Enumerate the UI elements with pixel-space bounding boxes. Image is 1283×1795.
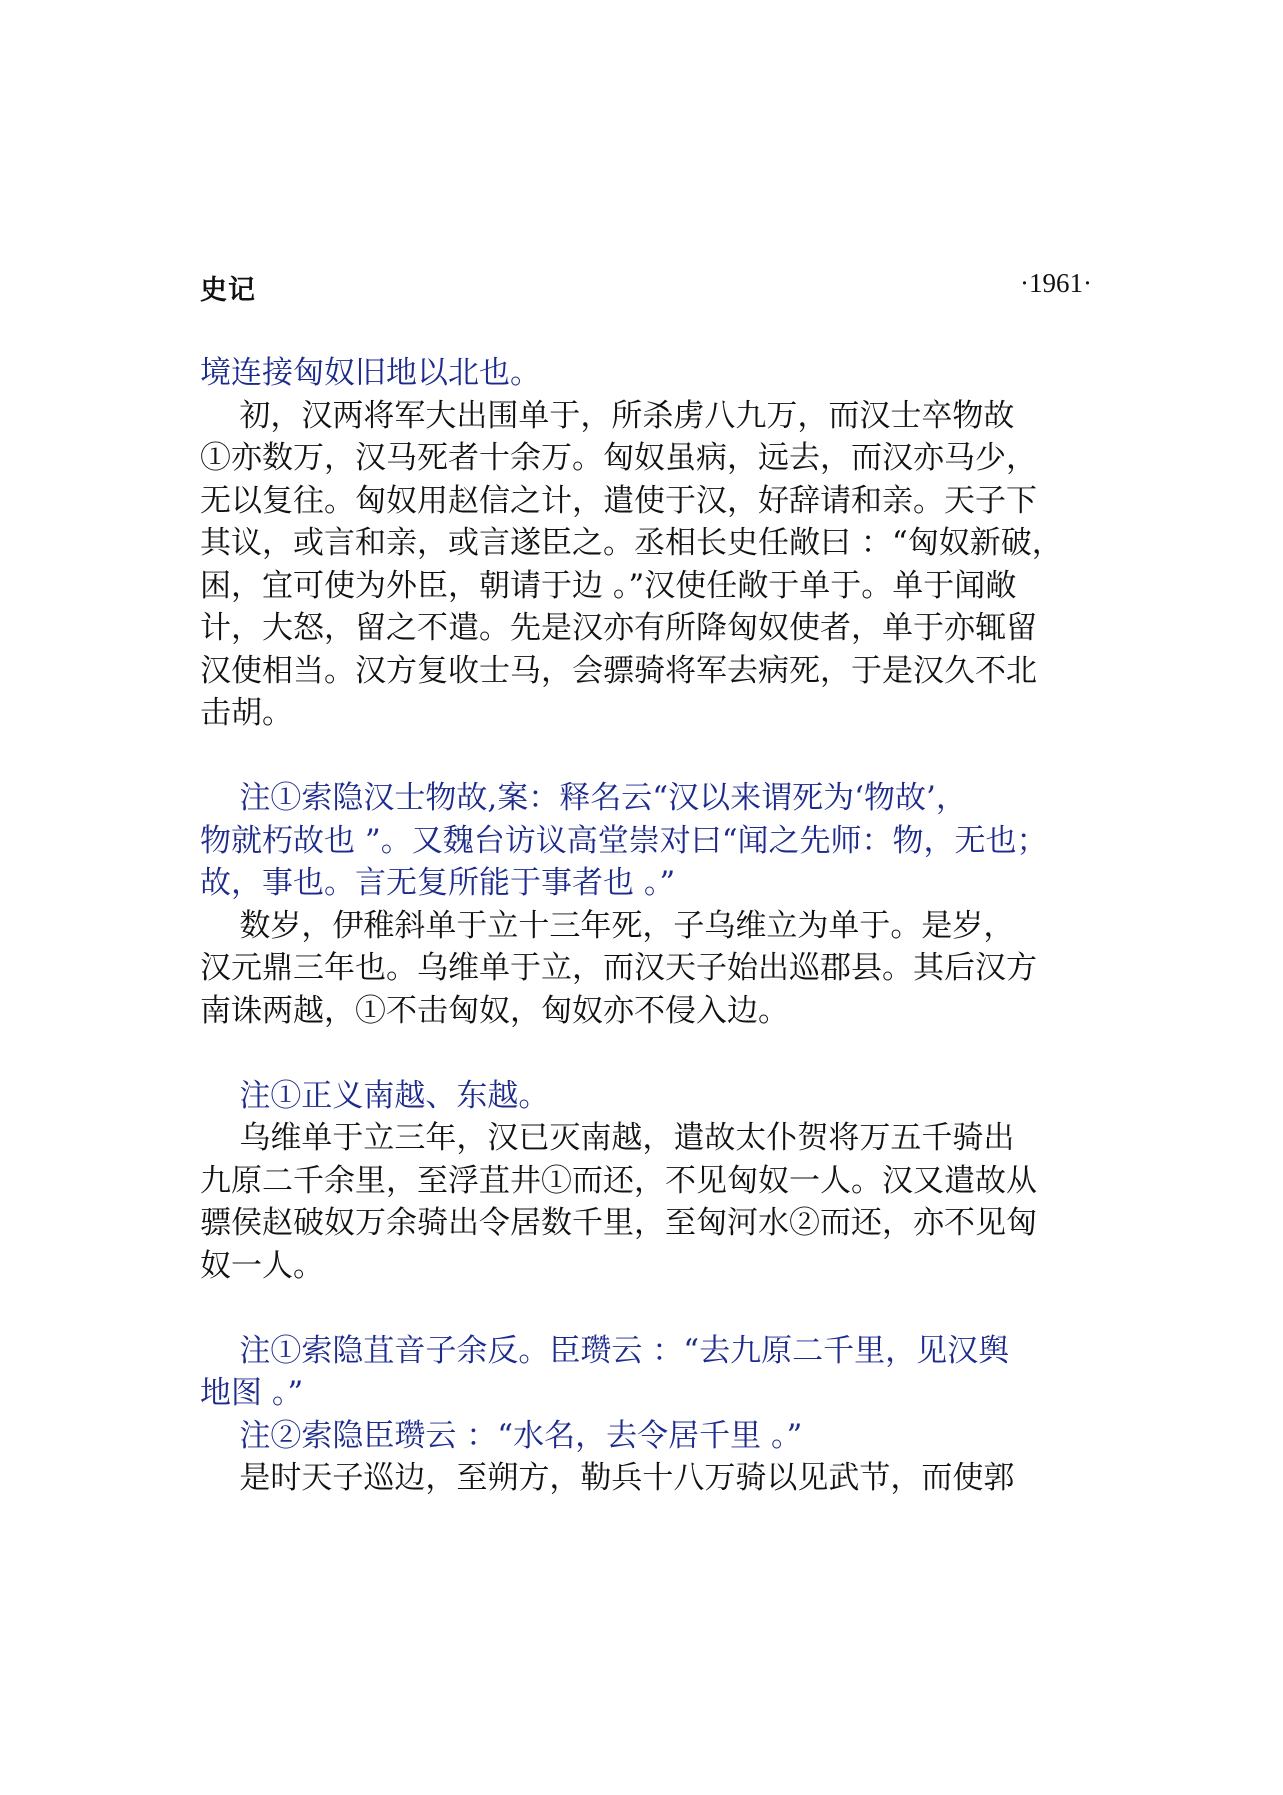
text-line: 乌维单于立三年，汉已灭南越，遣故太仆贺将万五千骑出 (200, 1120, 1015, 1156)
page-content (200, 352, 1095, 1500)
text-line: 其议，或言和亲，或言遂臣之。丞相长史任敞曰 ：“匈奴新破， (200, 525, 1063, 561)
annotation-line: 地图 。” (200, 1375, 304, 1411)
text-line: 初，汉两将军大出围单于，所杀虏八九万，而汉士卒物故 (200, 397, 1015, 434)
text-line: 困，宜可使为外臣，朝请于边 。”汉使任敞于单于。单于闻敞 (200, 567, 1017, 604)
text-line: 南诛两越，①不击匈奴，匈奴亦不侵入边。 (200, 992, 789, 1029)
text-line: ①亦数万，汉马死者十余万。匈奴虽病，远去，而汉亦马少， (200, 440, 1037, 476)
text-line: 无以复往。匈奴用赵信之计，遣使于汉，好辞请和亲。天子下 (200, 482, 1037, 519)
annotation-line: 物就朽故也 ”。又魏台访议高堂崇对曰“闻之先师：物，无也； (200, 822, 1048, 859)
text-line: 汉使相当。汉方复收士马，会骠骑将军去病死，于是汉久不北 (200, 652, 1037, 689)
text-line: 击胡。 (200, 695, 293, 731)
annotation-line: 注①正义南越、东越。 (200, 1077, 550, 1114)
text-line: 境连接匈奴旧地以北也。 (200, 355, 541, 391)
page-number: ·1961· (1020, 268, 1092, 298)
annotation-line: 注②索隐臣瓒云 ：“水名，去令居千里 。” (200, 1417, 803, 1454)
text-line: 汉元鼎三年也。乌维单于立，而汉天子始出巡郡县。其后汉方 (200, 950, 1037, 986)
paragraph-gap (200, 735, 1095, 778)
text-line: 奴一人。 (200, 1247, 324, 1284)
text-line: 骠侯赵破奴万余骑出令居数千里，至匈河水②而还，亦不见匈 (200, 1205, 1037, 1241)
text-line: 九原二千余里，至浮苴井①而还，不见匈奴一人。汉又遣故从 (200, 1162, 1037, 1199)
annotation-line: 故，事也。言无复所能于事者也 。” (200, 865, 676, 901)
annotation-line: 注①索隐汉士物故,案：释名云“汉以来谓死为‘物故’， (200, 780, 967, 816)
text-line: 计，大怒，留之不遣。先是汉亦有所降匈奴使者，单于亦辄留 (200, 610, 1037, 646)
text-line: 是时天子巡边，至朔方，勒兵十八万骑以见武节，而使郭 (200, 1460, 1015, 1496)
page-header (200, 268, 1092, 308)
book-title: 史记 (200, 275, 256, 306)
text-line: 数岁，伊稚斜单于立十三年死，子乌维立为单于。是岁， (200, 907, 1015, 944)
paragraph-gap (200, 1287, 1095, 1330)
paragraph-gap (200, 1032, 1095, 1075)
annotation-line: 注①索隐苴音子余反。臣瓒云 ：“去九原二千里，见汉舆 (200, 1332, 1010, 1369)
